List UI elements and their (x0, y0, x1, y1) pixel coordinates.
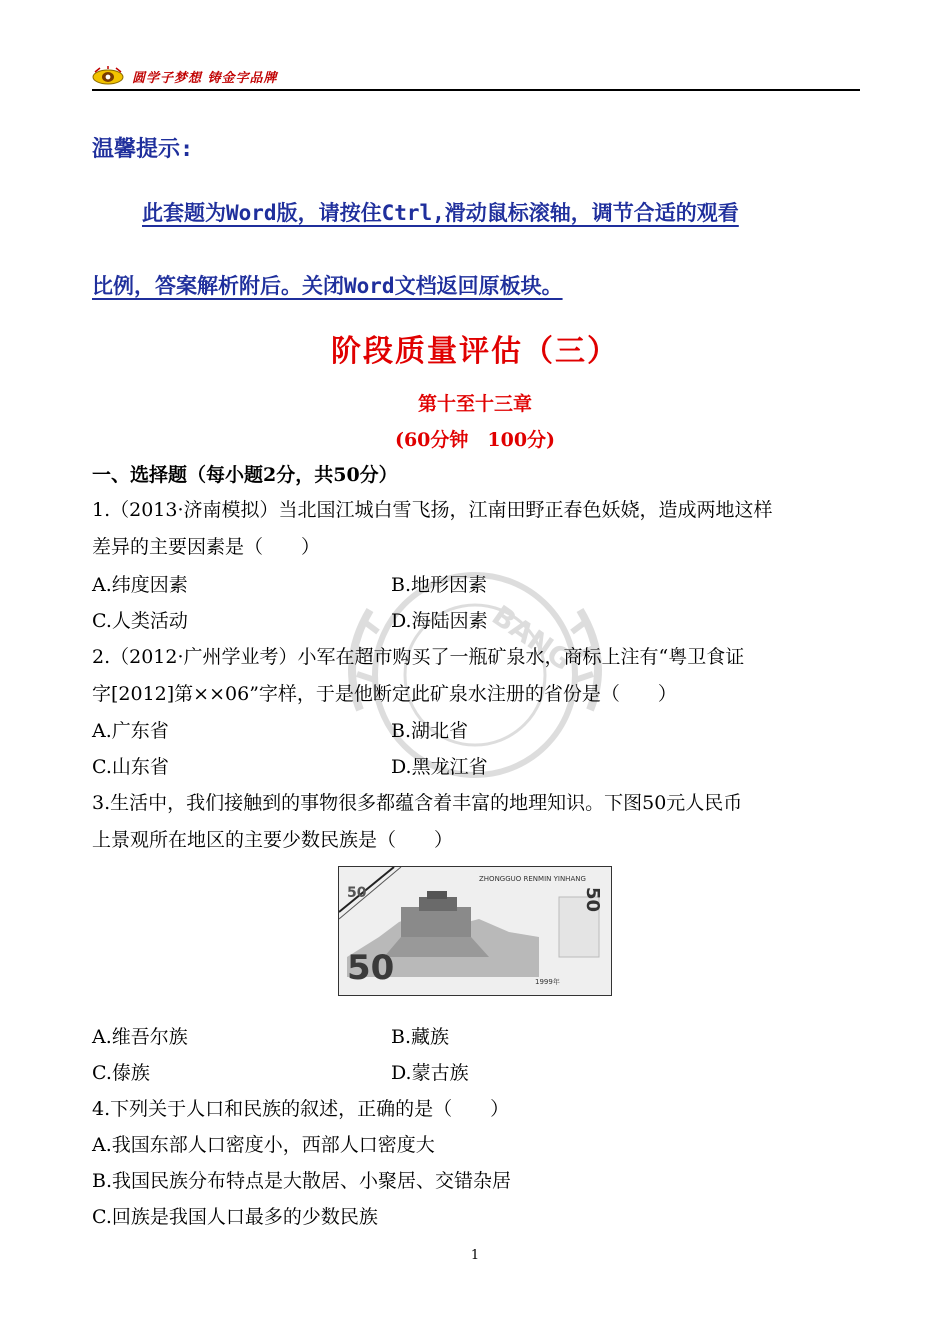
question-3-option-b: B.藏族 (391, 1026, 450, 1048)
page-number: 1 (470, 1248, 480, 1263)
question-4-option-c: C.回族是我国人口最多的少数民族 (92, 1206, 378, 1228)
section-heading: 一、选择题（每小题2分，共50分） (92, 464, 398, 486)
banknote-year: 1999年 (535, 978, 560, 986)
page-title: 阶段质量评估（三） (331, 334, 619, 369)
question-2-option-c: C.山东省 (92, 756, 169, 778)
question-2-line-1: 2.（2012·广州学业考）小军在超市购买了一瓶矿泉水，商标上注有“粤卫食证 (92, 646, 745, 668)
question-4-option-a: A.我国东部人口密度小，西部人口密度大 (92, 1134, 435, 1156)
banknote-denomination: 50 (347, 948, 395, 988)
notice-title: 温馨提示: (92, 137, 194, 162)
question-3-line-2: 上景观所在地区的主要少数民族是（ ） (92, 829, 454, 851)
question-4-option-b: B.我国民族分布特点是大散居、小聚居、交错杂居 (92, 1170, 512, 1192)
brand-logo-icon (92, 66, 124, 86)
banknote-pinyin: ZHONGGUO RENMIN YINHANG (479, 875, 586, 883)
question-2-option-d: D.黑龙江省 (391, 756, 488, 778)
notice-line-1[interactable]: 此套题为Word版，请按住Ctrl,滑动鼠标滚轴，调节合适的观看 (142, 201, 739, 225)
banknote-denomination-small: 50 (347, 885, 367, 901)
watermark-text: BANG (485, 598, 579, 678)
question-3-option-d: D.蒙古族 (391, 1062, 469, 1084)
banknote-image (338, 866, 612, 996)
question-1-option-b: B.地形因素 (391, 574, 488, 596)
header-divider (92, 89, 860, 91)
question-1-option-d: D.海陆因素 (391, 610, 488, 632)
question-2-option-b: B.湖北省 (391, 720, 469, 742)
question-3-line-1: 3.生活中，我们接触到的事物很多都蕴含着丰富的地理知识。下图50元人民币 (92, 792, 743, 814)
banknote-denomination-vertical: 50 (582, 887, 603, 913)
question-1-line-1: 1.（2013·济南模拟）当北国江城白雪飞扬，江南田野正春色妖娆，造成两地这样 (92, 499, 773, 521)
page-header (92, 66, 860, 88)
question-2-option-a: A.广东省 (92, 720, 169, 742)
question-1-option-c: C.人类活动 (92, 610, 188, 632)
time-score-info: (60分钟 100分) (394, 429, 556, 451)
question-1-line-2: 差异的主要因素是（ ） (92, 536, 321, 558)
question-3-option-c: C.傣族 (92, 1062, 150, 1084)
question-2-line-2: 字[2012]第××06”字样，于是他断定此矿泉水注册的省份是（ ） (92, 683, 677, 705)
question-4-line-1: 4.下列关于人口和民族的叙述，正确的是（ ） (92, 1098, 510, 1120)
header-slogan: 圆学子梦想 铸金字品牌 (132, 71, 278, 86)
chapter-range: 第十至十三章 (417, 393, 532, 415)
question-3-option-a: A.维吾尔族 (92, 1026, 188, 1048)
question-1-option-a: A.纬度因素 (92, 574, 188, 596)
notice-line-2[interactable]: 比例，答案解析附后。关闭Word文档返回原板块。 (92, 274, 563, 298)
